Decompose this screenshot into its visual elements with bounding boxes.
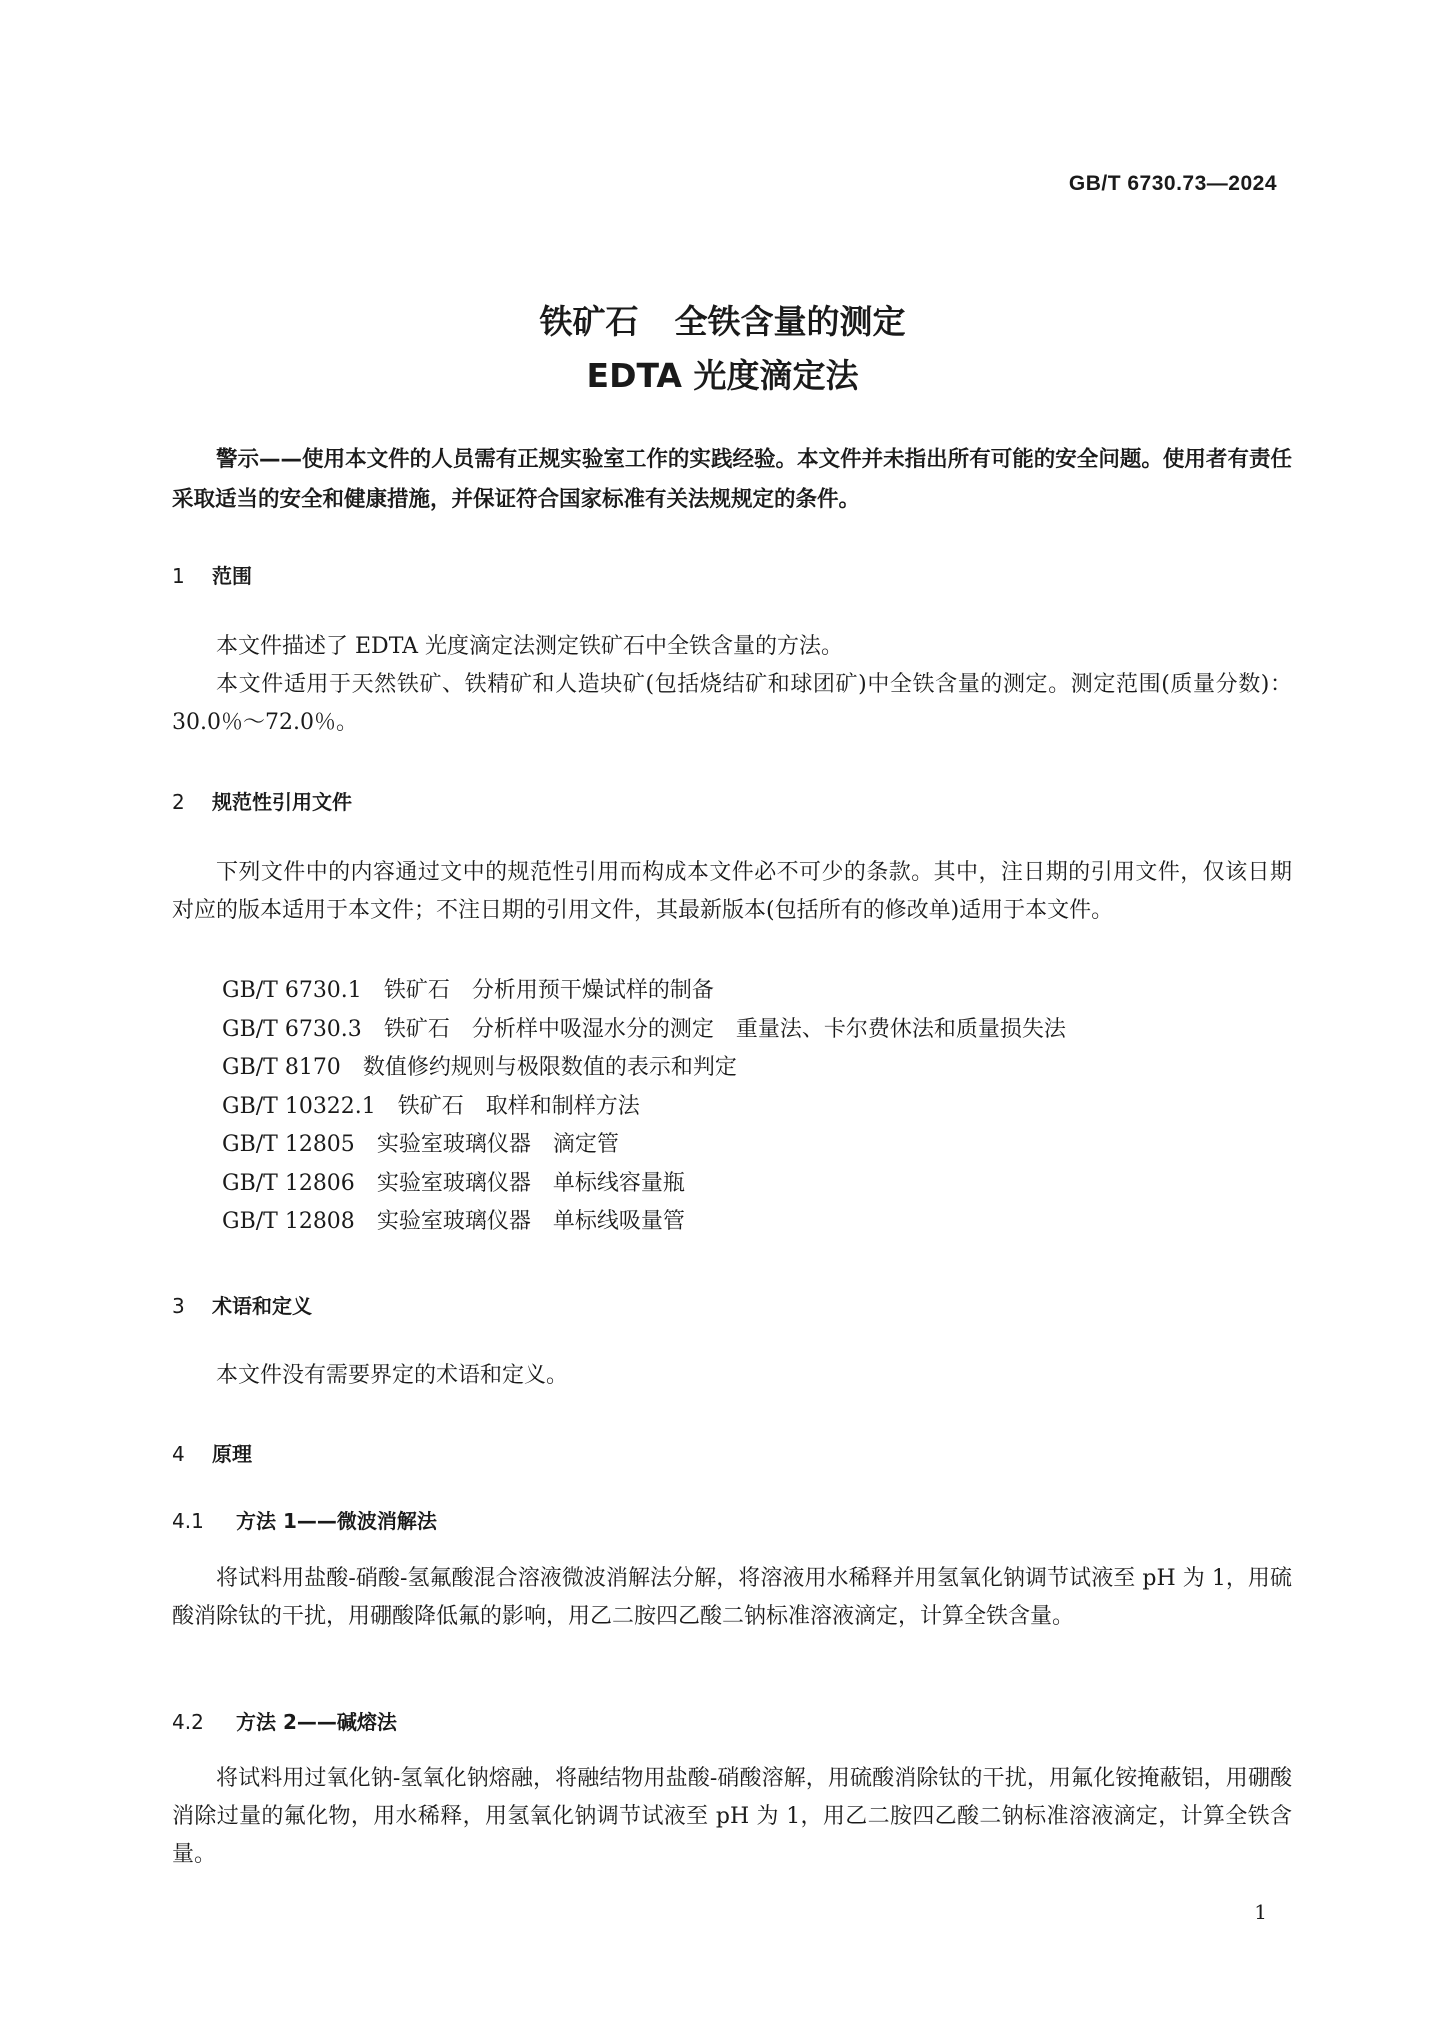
reference-item [172,1088,1292,1127]
section-title: 规范性引用文件 [212,790,352,814]
section-1-heading [172,560,1292,589]
safety-warning: 警示——使用本文件的人员需有正规实验室工作的实践经验。本文件并未指出所有可能的安全问题。使用者有责任采取适当的安全和健康措施，并保证符合国家标准有关法规规定的条件。 [172,447,1292,512]
reference-code: GB/T 12805 [222,1132,355,1157]
section-number: 2 [172,790,185,814]
section-title: 原理 [212,1442,252,1466]
subsection-title: 方法 1——微波消解法 [236,1509,437,1533]
document-title-line2: EDTA 光度滴定法 [586,356,859,395]
subsection-4-1-heading [172,1505,1292,1534]
reference-title: 铁矿石 取样和制样方法 [397,1093,640,1119]
section-title: 范围 [212,564,252,588]
reference-title: 实验室玻璃仪器 滴定管 [376,1132,619,1157]
section-2-para-1: 下列文件中的内容通过文中的规范性引用而构成本文件必不可少的条款。其中，注日期的引用文件，仅该日期对应的版本适用于本文件；不注日期的引用文件，其最新版本(包括所有的修改单)适用于本文件。 [172,860,1292,923]
section-1-para-1: 本文件描述了 EDTA 光度滴定法测定铁矿石中全铁含量的方法。 [216,634,844,659]
reference-code: GB/T 8170 [222,1055,341,1080]
section-number: 3 [172,1294,185,1318]
subsection-4-1-para: 将试料用盐酸-硝酸-氢氟酸混合溶液微波消解法分解，将溶液用水稀释并用氢氧化钠调节试液至 pH 为 1，用硫酸消除钛的干扰，用硼酸降低氟的影响，用乙二胺四乙酸二钠标准溶液滴定，计算全铁含量。 [172,1566,1292,1629]
title-part2: 全铁含量的测定 [674,302,906,341]
subsection-title: 方法 2——碱熔法 [236,1710,397,1734]
reference-title: 数值修约规则与极限数值的表示和判定 [362,1055,737,1080]
section-number: 1 [172,564,185,588]
standard-number: GB/T 6730.73—2024 [1068,172,1277,195]
reference-item [172,1165,1292,1204]
reference-code: GB/T 10322.1 [222,1093,376,1119]
reference-item [172,972,1292,1011]
section-4-heading [172,1438,1292,1467]
reference-code: GB/T 12806 [222,1170,355,1196]
title-part1: 铁矿石 [539,302,639,341]
reference-title: 铁矿石 分析用预干燥试样的制备 [383,978,714,1003]
reference-code: GB/T 6730.1 [222,978,362,1003]
subsection-number: 4.2 [172,1710,204,1734]
section-number: 4 [172,1442,185,1466]
subsection-number: 4.1 [172,1509,204,1533]
reference-item [172,1126,1292,1165]
subsection-4-2-heading [172,1706,1292,1735]
normative-reference-list [172,972,1292,1242]
reference-item [172,1203,1292,1242]
section-3-para-1: 本文件没有需要界定的术语和定义。 [216,1363,569,1388]
section-2-heading [172,786,1292,815]
reference-title: 铁矿石 分析样中吸湿水分的测定 重量法、卡尔费休法和质量损失法 [383,1016,1066,1042]
subsection-4-2-para: 将试料用过氧化钠-氢氧化钠熔融，将融结物用盐酸-硝酸溶解，用硫酸消除钛的干扰，用氟化铵掩蔽铝，用硼酸消除过量的氟化物，用水稀释，用氢氧化钠调节试液至 pH 为 1，用乙二胺四乙酸二钠标准溶液滴定，计算全铁含量。 [172,1766,1292,1867]
reference-code: GB/T 6730.3 [222,1016,362,1042]
reference-title: 实验室玻璃仪器 单标线吸量管 [376,1209,685,1234]
reference-title: 实验室玻璃仪器 单标线容量瓶 [376,1170,685,1196]
reference-code: GB/T 12808 [222,1209,355,1234]
page-number: 1 [1254,1900,1267,1924]
section-1-para-2: 本文件适用于天然铁矿、铁精矿和人造块矿(包括烧结矿和球团矿)中全铁含量的测定。测定范围(质量分数)：30.0％～72.0％。 [172,672,1292,735]
section-title: 术语和定义 [212,1294,312,1318]
reference-item [172,1049,1292,1088]
reference-item [172,1011,1292,1050]
document-title-line1 [0,296,1445,343]
section-3-heading [172,1290,1292,1319]
